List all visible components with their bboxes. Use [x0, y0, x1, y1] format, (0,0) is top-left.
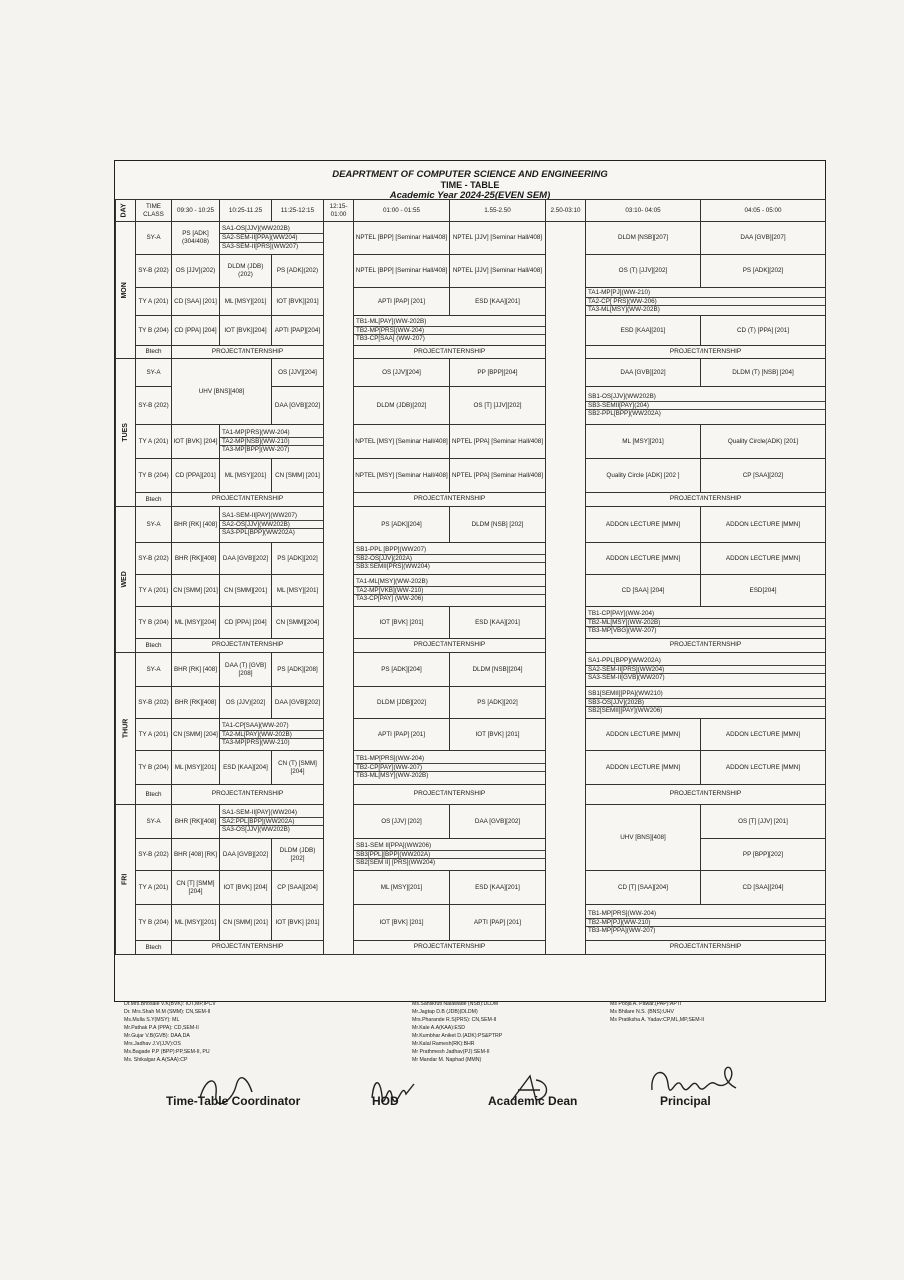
project-cell: PROJECT/INTERNSHIP [586, 493, 826, 507]
slot-cell: ADDON LECTURE [MMN] [701, 543, 826, 575]
slot-cell: OS [JJV][204] [272, 359, 324, 387]
project-cell: PROJECT/INTERNSHIP [586, 346, 826, 359]
slot-cell: NPTEL [PPA] [Seminar Hall/408] [450, 425, 546, 459]
slot-cell: ADDON LECTURE [MMN] [586, 507, 701, 543]
timetable-title: TIME - TABLE [440, 180, 500, 190]
class-label: SY-B (202) [136, 255, 172, 288]
class-label: SY-A [136, 359, 172, 387]
table-row [116, 607, 826, 639]
class-label: TY B (204) [136, 751, 172, 785]
slot-cell: DLDM (JDB) [202] [272, 839, 324, 871]
slot-cell: IOT [BVK][204] [220, 316, 272, 346]
slot-cell: DAA [GVB][202] [450, 805, 546, 839]
slot-cell: DAA [GVB][202] [272, 687, 324, 719]
slot-cell: PS [ADK][202] [272, 543, 324, 575]
slot-cell: CD [T] [SAA][204] [586, 871, 701, 905]
slot-cell: ADDON LECTURE [MMN] [586, 719, 701, 751]
slot-cell: DAA (T) [GVB][208] [220, 653, 272, 687]
faculty-list-3: Ms Pooja A. Pawar.(PAP):APTI Ms Bhilare N.S. (BNS):UHV Ms Pratiksha A. Yadav:CP,ML,MP,SEM-II [610, 1001, 705, 1023]
slot-cell: CN [SMM] [201] [220, 905, 272, 941]
table-row [116, 871, 826, 905]
project-cell: PROJECT/INTERNSHIP [354, 346, 546, 359]
table-row [116, 805, 826, 839]
slot-cell: DAA [GVB][202] [220, 839, 272, 871]
table-row [116, 839, 826, 871]
slot-cell: CD [SAA][204] [701, 871, 826, 905]
slot-cell: NPTEL [BPP] [Seminar Hall/408] [354, 222, 450, 255]
slot-cell: BHR [RK] [408] [172, 507, 220, 543]
project-cell: PROJECT/INTERNSHIP [586, 639, 826, 653]
slot-cell: OS [JJV] [202] [354, 805, 450, 839]
table-row [116, 222, 826, 255]
slot-cell: BHR [RK][408] [172, 687, 220, 719]
class-label: SY-A [136, 805, 172, 839]
day-tue: TUES [116, 359, 136, 507]
slot-cell: PP [BPP][204] [450, 359, 546, 387]
slot-cell: CP [SAA][202] [701, 459, 826, 493]
project-cell: PROJECT/INTERNSHIP [586, 941, 826, 955]
batch-cell: SB1-PPL [BPP](WW207) SB2-OS[JJV](202A) SB3:SEMII[PRS](WW204) [354, 543, 546, 575]
slot-cell: DLDM [NSB][207] [586, 222, 701, 255]
class-label: TY B (204) [136, 316, 172, 346]
col-slot-1: 09:30 - 10:25 [172, 200, 220, 222]
slot-cell: PS [ADK][208] [272, 653, 324, 687]
batch-cell: SB1-SEM II[PPA](WW206) SB3[PPL][BPP](WW202A) SB2[SEM II] [PRS](WW204) [354, 839, 546, 871]
slot-cell: NPTEL [PPA] [Seminar Hall/408] [450, 459, 546, 493]
col-time-class: TIME CLASS [136, 200, 172, 222]
slot-cell: CD [PPA][201] [172, 459, 220, 493]
batch-cell: TB1-ML[PAY](WW-202B) TB2-MP[PRS](WW-204) TB3-CP[SAA] (WW-207) [354, 316, 546, 346]
class-label: TY A (201) [136, 871, 172, 905]
day-mon: MON [116, 222, 136, 359]
table-row [116, 639, 826, 653]
slot-cell: OS [T] [JJV] [201] [701, 805, 826, 839]
table-row [116, 507, 826, 543]
slot-cell: Quality Circle [ADK] [202 ] [586, 459, 701, 493]
project-cell: PROJECT/INTERNSHIP [586, 785, 826, 805]
timetable-header [115, 161, 825, 201]
slot-cell: BHR [RK] [408] [172, 653, 220, 687]
slot-cell: NPTEL [MSY] [Seminar Hall/408] [354, 459, 450, 493]
slot-cell: UHV [BNS][408] [172, 359, 272, 425]
slot-cell: CN (T) [SMM] [204] [272, 751, 324, 785]
col-slot-3: 11:25-12:15 [272, 200, 324, 222]
slot-cell: CN [T] [SMM][204] [172, 871, 220, 905]
class-label: Btech [136, 785, 172, 805]
batch-cell: TB1-MP[PRS](WW-204) TB2-CP[PAY](WW-207) TB3-ML[MSY](WW-202B) [354, 751, 546, 785]
slot-cell: CD [SAA] [204] [586, 575, 701, 607]
class-label: SY-B (202) [136, 387, 172, 425]
class-label: TY A (201) [136, 575, 172, 607]
batch-cell: SA1-PPL[BPP](WW202A) SA2-SEM-II[PRS](WW204) SA3-SEM-II[GVB](WW207) [586, 653, 826, 687]
class-label: SY-B (202) [136, 543, 172, 575]
slot-cell: NPTEL [JJV] [Seminar Hall/408] [450, 222, 546, 255]
table-row [116, 255, 826, 288]
slot-cell: PS [ADK][202] [701, 255, 826, 288]
slot-cell: UHV [BNS][408] [586, 805, 701, 871]
class-label: Btech [136, 346, 172, 359]
class-label: TY A (201) [136, 719, 172, 751]
slot-cell: ESD [KAA][201] [450, 607, 546, 639]
class-label: TY A (201) [136, 288, 172, 316]
slot-cell: DLDM (JDB)[202] [354, 387, 450, 425]
slot-cell: DLDM (T) [NSB] [204] [701, 359, 826, 387]
slot-cell: ADDON LECTURE [MMN] [701, 751, 826, 785]
slot-cell: PP [BPP][202] [701, 839, 826, 871]
slot-cell: ADDON LECTURE [MMN] [586, 751, 701, 785]
class-label: TY A (201) [136, 425, 172, 459]
slot-cell: IOT [BVK] [204] [172, 425, 220, 459]
slot-cell: CN [SMM][204] [272, 607, 324, 639]
slot-cell: PS [ADK][202] [450, 687, 546, 719]
slot-cell: IOT [BVK] [204] [220, 871, 272, 905]
col-slot-7: 03:10- 04:05 [586, 200, 701, 222]
col-slot-4: 01:00 - 01:55 [354, 200, 450, 222]
table-row [116, 941, 826, 955]
slot-cell: DLDM [NSB][204] [450, 653, 546, 687]
department-title: DEAPRTMENT OF COMPUTER SCIENCE AND ENGINEERING [332, 169, 608, 180]
table-row [116, 543, 826, 575]
col-slot-8: 04:05 - 05:00 [701, 200, 826, 222]
timetable-grid [115, 199, 826, 955]
short-break [546, 222, 586, 955]
slot-cell: OS [JJV][204] [354, 359, 450, 387]
class-label: Btech [136, 639, 172, 653]
slot-cell: NPTEL [MSY] [Seminar Hall/408] [354, 425, 450, 459]
slot-cell: IOT [BVK] [201] [272, 905, 324, 941]
slot-cell: NPTEL [BPP] [Seminar Hall/408] [354, 255, 450, 288]
batch-cell: TA1-ML[MSY](WW-202B) TA2-MP[VKB](WW-210) TA3-CP[PAY] (WW-206) [354, 575, 546, 607]
col-slot-5: 1.55-2.50 [450, 200, 546, 222]
table-row [116, 459, 826, 493]
class-label: TY B (204) [136, 459, 172, 493]
day-wed: WED [116, 507, 136, 653]
table-row [116, 687, 826, 719]
slot-cell: OS (JJV)[202] [220, 687, 272, 719]
batch-cell: TB1-CP[PAY](WW-204) TB2-ML[MSY](WW-202B) TB3-MP[VBG](WW-207) [586, 607, 826, 639]
table-row [116, 493, 826, 507]
slot-cell: CD [PPA] [204] [172, 316, 220, 346]
slot-cell: DLDM [JDB][202] [354, 687, 450, 719]
slot-cell: CD [PPA] [204] [220, 607, 272, 639]
slot-cell: ESD [KAA][201] [450, 871, 546, 905]
batch-cell: SB1[SEMII][PPA](WW210) SB3-OS[JJV](202B) SB2[SEMII][PAY](WW206) [586, 687, 826, 719]
class-label: SY-B (202) [136, 687, 172, 719]
slot-cell: ML [MSY][201] [172, 905, 220, 941]
slot-cell: CN [SMM] [201] [272, 459, 324, 493]
slot-cell: PS [ADK](304/408) [172, 222, 220, 255]
class-label: SY-B (202) [136, 839, 172, 871]
project-cell: PROJECT/INTERNSHIP [354, 493, 546, 507]
slot-cell: CN [SMM] [204] [172, 719, 220, 751]
project-cell: PROJECT/INTERNSHIP [354, 941, 546, 955]
table-row [116, 575, 826, 607]
batch-cell: SA1-SEM-II[PAY](WW207) SA2-OS[JJV](WW202B) SA3-PPL[BPP](WW202A) [220, 507, 324, 543]
slot-cell: ADDON LECTURE [MMN] [701, 507, 826, 543]
principal-signature-icon [646, 1064, 742, 1098]
day-fri: FRI [116, 805, 136, 955]
slot-cell: CP [SAA][204] [272, 871, 324, 905]
slot-cell: ESD [KAA][204] [220, 751, 272, 785]
slot-cell: APTI [PAP][204] [272, 316, 324, 346]
slot-cell: IOT [BVK] [201] [354, 905, 450, 941]
slot-cell: ML [MSY][201] [220, 459, 272, 493]
class-label: Btech [136, 941, 172, 955]
project-cell: PROJECT/INTERNSHIP [354, 785, 546, 805]
project-cell: PROJECT/INTERNSHIP [172, 493, 324, 507]
timetable-sheet [114, 160, 826, 1002]
slot-cell: OS [JJV](202) [172, 255, 220, 288]
batch-cell: TA1-MP[PRS](WW-204) TA2-MP[NSB](WW-210) TA3-MP[BPP](WW-207) [220, 425, 324, 459]
project-cell: PROJECT/INTERNSHIP [172, 346, 324, 359]
hod-label: HOD [372, 1094, 399, 1108]
day-thu: THUR [116, 653, 136, 805]
faculty-list-2: Ms.Sanskruti Nalawade (NSB):DLDM Mr.Jagtap D.B (JDB)(DLDM) Mrs.Pharande R.S(PRS): CN,SEM-II Mr.Kale A.A(KAA):ESD Mr.Kumbhar Aniket D.(ADK):PS&PTRP Mr.Kalal Ramesh(RK):BHR Mr Prathmesh Jadhav(PJ):SEM-II Mr Mandar M. Naphad (MMN) [412, 1001, 503, 1063]
slot-cell: BHR [RK][408] [172, 543, 220, 575]
batch-cell: SA1-SEM-II[PAY](WW204) SA2:PPL[BPP](WW202A) SA3-OS[JJV](WW202B) [220, 805, 324, 839]
table-row [116, 905, 826, 941]
table-row [116, 653, 826, 687]
col-break: 12:15-01:00 [324, 200, 354, 222]
col-slot-6: 2.50-03:10 [546, 200, 586, 222]
class-label: SY-A [136, 507, 172, 543]
table-row [116, 785, 826, 805]
slot-cell: CD (T) [PPA] [201] [701, 316, 826, 346]
slot-cell: NPTEL [JJV] [Seminar Hall/408] [450, 255, 546, 288]
project-cell: PROJECT/INTERNSHIP [172, 941, 324, 955]
coordinator-label: Time-Table Coordinator [166, 1094, 301, 1108]
slot-cell: IOT [BVK] [201] [450, 719, 546, 751]
batch-cell: TA1-MP[PJ](WW-210) TA2-CP[ PRS](WW-206) TA3-ML[MSY](WW-202B) [586, 288, 826, 316]
class-label: SY-A [136, 653, 172, 687]
dean-label: Academic Dean [488, 1094, 578, 1108]
slot-cell: APTI [PAP] [201] [354, 719, 450, 751]
col-day: DAY [116, 200, 136, 222]
header-row [116, 200, 826, 222]
slot-cell: DLDM (JDB)(202) [220, 255, 272, 288]
slot-cell: DAA [GVB][202] [220, 543, 272, 575]
slot-cell: ML [MSY][201] [354, 871, 450, 905]
slot-cell: DAA [GVB][202] [272, 387, 324, 425]
faculty-list-1: Dr.Mrs.Bhosale V.K(BVK): IOT,MP,IPCV Dr. Mrs.Shah M.M (SMM): CN,SEM-II Ms.Mulla S.Y(MSY): ML Mr.Pathak P.A (PPA): CD,SEM-II Mr.Gujar V.B(GVB): DAA,DA Mrs.Jadhav J.V(JJV):OS Ms.Bagade P.P (BPP):PP,SEM-II, PU Ms. Shikalgar A.A(SAA):CP [124, 1001, 216, 1063]
slot-cell: OS (T) [JJV][202] [586, 255, 701, 288]
batch-cell: SA1-OS[JJV](WW202B) SA2-SEM-II[PPA](WW204) SA3-SEM-II[PRS](WW207) [220, 222, 324, 255]
slot-cell: CN [SMM] [201] [172, 575, 220, 607]
slot-cell: ADDON LECTURE [MMN] [586, 543, 701, 575]
table-row [116, 288, 826, 316]
lunch-break [324, 222, 354, 955]
slot-cell: BHR [RK][408] [172, 805, 220, 839]
project-cell: PROJECT/INTERNSHIP [172, 785, 324, 805]
class-label: SY-A [136, 222, 172, 255]
slot-cell: ML [MSY][201] [586, 425, 701, 459]
slot-cell: DLDM [NSB] [202] [450, 507, 546, 543]
principal-label: Principal [660, 1094, 711, 1108]
slot-cell: DAA [GVB][207] [701, 222, 826, 255]
slot-cell: PS [ADK](202) [272, 255, 324, 288]
slot-cell: CN [SMM][201] [220, 575, 272, 607]
slot-cell: PS [ADK][204] [354, 507, 450, 543]
slot-cell: IOT [BVK] [201] [354, 607, 450, 639]
slot-cell: IOT [BVK][201] [272, 288, 324, 316]
project-cell: PROJECT/INTERNSHIP [172, 639, 324, 653]
batch-cell: SB1-OS[JJV](WW202B) SB3-SEMII[PAY](204) SB2-PPL[BPP](WW202A) [586, 387, 826, 425]
slot-cell: ESD[204] [701, 575, 826, 607]
col-slot-2: 10:25-11.25 [220, 200, 272, 222]
slot-cell: APTI [PAP] [201] [354, 288, 450, 316]
class-label: TY B (204) [136, 607, 172, 639]
slot-cell: Quality Circle(ADK) [201] [701, 425, 826, 459]
class-label: TY B (204) [136, 905, 172, 941]
slot-cell: PS [ADK][204] [354, 653, 450, 687]
slot-cell: OS [T] [JJV][202] [450, 387, 546, 425]
batch-cell: TB1-MP[PRS](WW-204) TB2-MP[PJ](WW-210) TB3-MP[PPA](WW-207) [586, 905, 826, 941]
academic-year: Academic Year 2024-25(EVEN SEM) [389, 190, 551, 201]
slot-cell: ML [MSY][201] [272, 575, 324, 607]
table-row [116, 719, 826, 751]
slot-cell: ADDON LECTURE [MMN] [701, 719, 826, 751]
slot-cell: APTI [PAP] [201] [450, 905, 546, 941]
slot-cell: ML [MSY][204] [172, 607, 220, 639]
table-row [116, 751, 826, 785]
table-row [116, 425, 826, 459]
batch-cell: TA1-CP[SAA](WW-207) TA2-ML[PAY](WW-202B) TA3-MP[PRS](WW-210) [220, 719, 324, 751]
slot-cell: ESD [KAA][201] [586, 316, 701, 346]
table-row [116, 346, 826, 359]
slot-cell: CD [SAA] [201] [172, 288, 220, 316]
project-cell: PROJECT/INTERNSHIP [354, 639, 546, 653]
slot-cell: ML [MSY][201] [220, 288, 272, 316]
slot-cell: ESD [KAA][201] [450, 288, 546, 316]
slot-cell: BHR [408] [RK] [172, 839, 220, 871]
slot-cell: DAA [GVB][202] [586, 359, 701, 387]
class-label: Btech [136, 493, 172, 507]
table-row [116, 359, 826, 387]
table-row [116, 316, 826, 346]
slot-cell: ML [MSY][201] [172, 751, 220, 785]
